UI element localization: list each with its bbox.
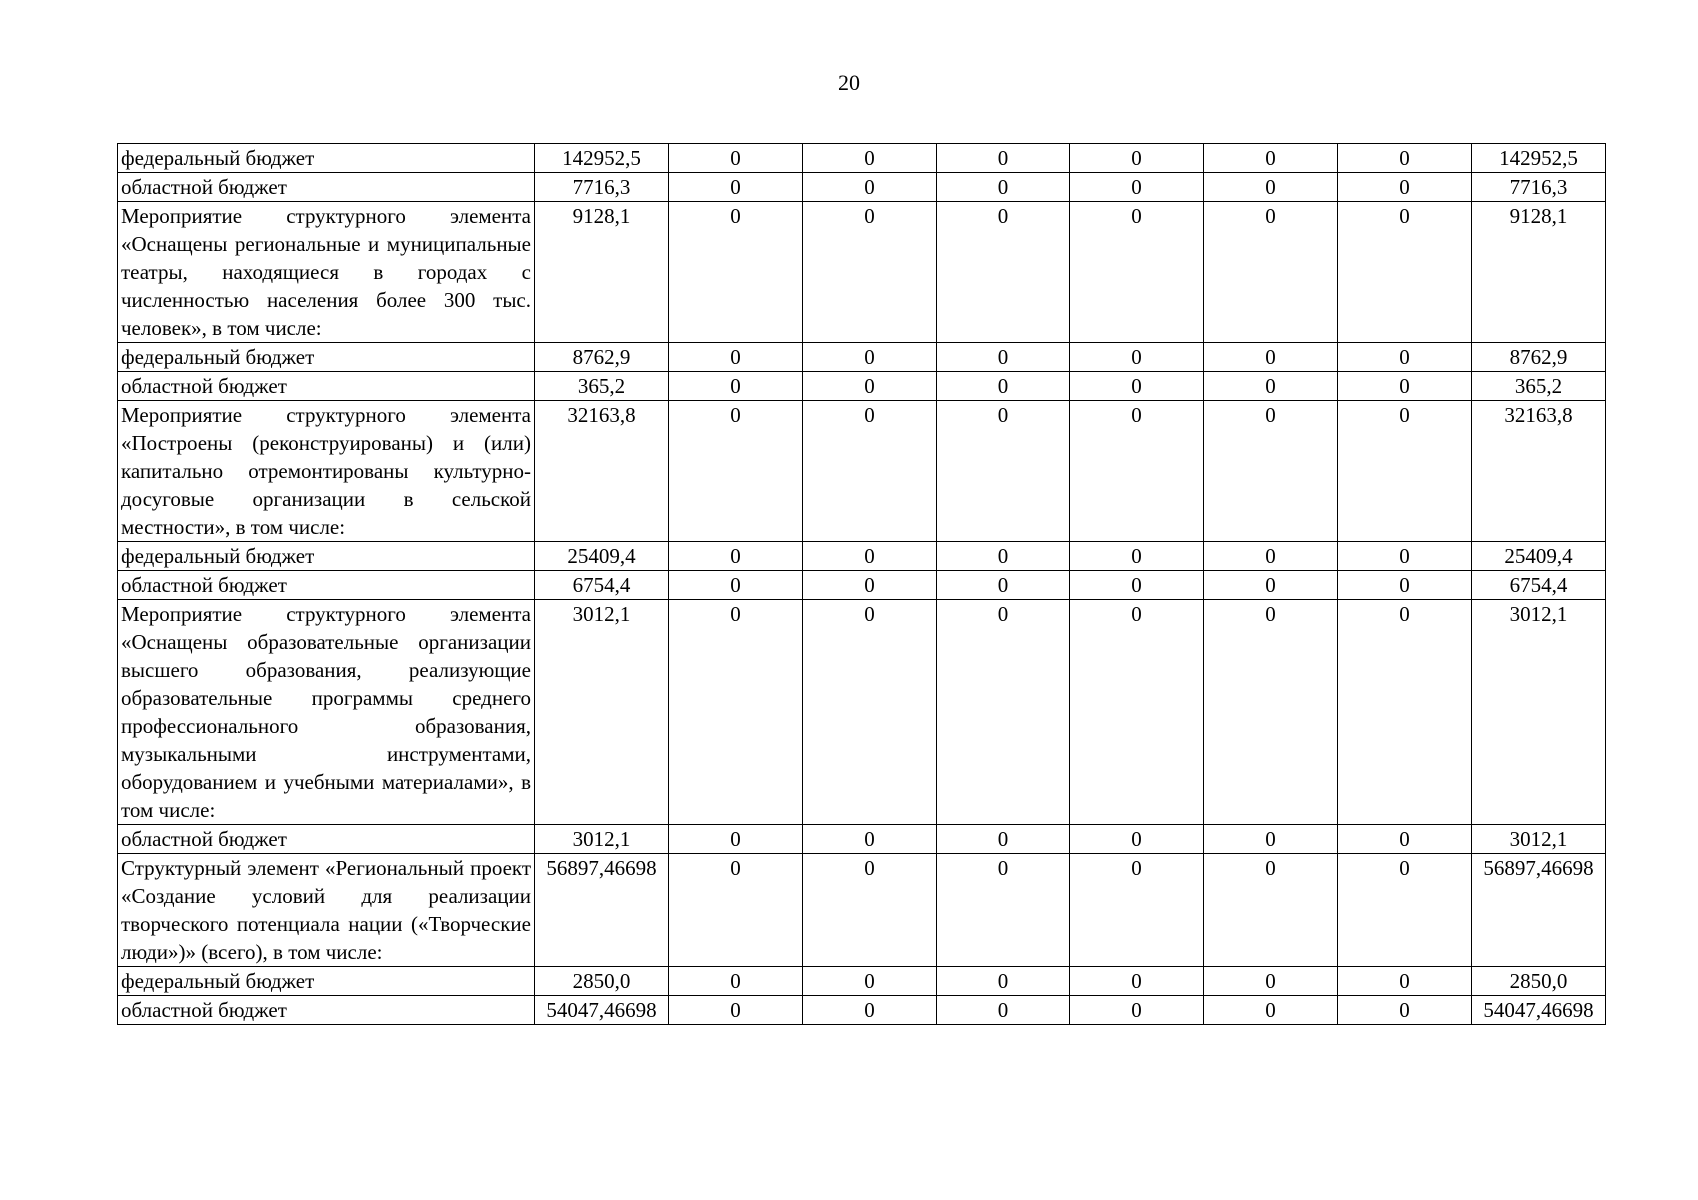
value-cell: 0: [1204, 854, 1338, 967]
value-cell: 0: [669, 542, 803, 571]
value-cell: 0: [1204, 401, 1338, 542]
value-cell: 0: [1204, 967, 1338, 996]
value-cell: 0: [669, 144, 803, 173]
value-cell: 0: [1204, 372, 1338, 401]
value-cell: 0: [669, 571, 803, 600]
value-cell: 9128,1: [1472, 202, 1606, 343]
value-cell: 0: [937, 600, 1070, 825]
value-cell: 3012,1: [1472, 600, 1606, 825]
value-cell: 0: [1070, 144, 1204, 173]
value-cell: 7716,3: [1472, 173, 1606, 202]
table-row: [118, 173, 1606, 202]
row-label: федеральный бюджет: [118, 542, 535, 571]
value-cell: 0: [1338, 343, 1472, 372]
value-cell: 0: [937, 571, 1070, 600]
row-label: областной бюджет: [118, 372, 535, 401]
value-cell: 32163,8: [1472, 401, 1606, 542]
value-cell: 0: [669, 600, 803, 825]
table-row: [118, 202, 1606, 343]
value-cell: 0: [1338, 854, 1472, 967]
value-cell: 0: [937, 967, 1070, 996]
value-cell: 7716,3: [535, 173, 669, 202]
value-cell: 0: [803, 542, 937, 571]
value-cell: 0: [1338, 372, 1472, 401]
table-row: [118, 825, 1606, 854]
row-label: федеральный бюджет: [118, 967, 535, 996]
table-row: [118, 343, 1606, 372]
value-cell: 2850,0: [535, 967, 669, 996]
row-label: Мероприятие структурного элемента «Оснащены региональные и муниципальные театры, находящиеся в городах с численностью населения более 300 тыс. человек», в том числе:: [118, 202, 535, 343]
value-cell: 0: [1204, 144, 1338, 173]
value-cell: 0: [803, 343, 937, 372]
table-row: [118, 967, 1606, 996]
value-cell: 0: [1070, 401, 1204, 542]
value-cell: 0: [1070, 825, 1204, 854]
value-cell: 0: [669, 401, 803, 542]
value-cell: 8762,9: [1472, 343, 1606, 372]
value-cell: 0: [1070, 571, 1204, 600]
value-cell: 0: [1204, 202, 1338, 343]
value-cell: 0: [1338, 401, 1472, 542]
value-cell: 8762,9: [535, 343, 669, 372]
value-cell: 0: [1338, 542, 1472, 571]
value-cell: 0: [937, 372, 1070, 401]
value-cell: 0: [1338, 996, 1472, 1025]
value-cell: 0: [669, 202, 803, 343]
value-cell: 6754,4: [1472, 571, 1606, 600]
value-cell: 0: [803, 854, 937, 967]
value-cell: 0: [1338, 571, 1472, 600]
value-cell: 0: [937, 825, 1070, 854]
table-row: [118, 401, 1606, 542]
value-cell: 0: [803, 372, 937, 401]
value-cell: 0: [1338, 600, 1472, 825]
table-row: [118, 571, 1606, 600]
value-cell: 25409,4: [535, 542, 669, 571]
row-label: Структурный элемент «Региональный проект «Создание условий для реализации творческого потенциала нации («Творческие люди»)» (всего), в том числе:: [118, 854, 535, 967]
value-cell: 9128,1: [535, 202, 669, 343]
value-cell: 54047,46698: [535, 996, 669, 1025]
value-cell: 0: [1204, 571, 1338, 600]
value-cell: 0: [1070, 343, 1204, 372]
value-cell: 0: [1204, 542, 1338, 571]
value-cell: 0: [937, 996, 1070, 1025]
value-cell: 0: [937, 401, 1070, 542]
value-cell: 142952,5: [1472, 144, 1606, 173]
value-cell: 0: [1204, 825, 1338, 854]
row-label: областной бюджет: [118, 173, 535, 202]
value-cell: 56897,46698: [535, 854, 669, 967]
value-cell: 0: [803, 144, 937, 173]
row-label: Мероприятие структурного элемента «Построены (реконструированы) и (или) капитально отремонтированы культурно-досуговые организации в сельской местности», в том числе:: [118, 401, 535, 542]
value-cell: 0: [937, 202, 1070, 343]
row-label: федеральный бюджет: [118, 144, 535, 173]
value-cell: 0: [669, 967, 803, 996]
value-cell: 0: [803, 967, 937, 996]
row-label: Мероприятие структурного элемента «Оснащены образовательные организации высшего образования, реализующие образовательные программы среднего профессионального образования, музыкальными инструментами, оборудованием и учебными материалами», в том числе:: [118, 600, 535, 825]
value-cell: 0: [803, 571, 937, 600]
value-cell: 0: [803, 173, 937, 202]
row-label: областной бюджет: [118, 825, 535, 854]
value-cell: 0: [937, 854, 1070, 967]
value-cell: 54047,46698: [1472, 996, 1606, 1025]
value-cell: 0: [1070, 372, 1204, 401]
value-cell: 0: [1204, 173, 1338, 202]
table-row: [118, 542, 1606, 571]
value-cell: 0: [1070, 173, 1204, 202]
value-cell: 3012,1: [535, 600, 669, 825]
value-cell: 0: [803, 996, 937, 1025]
budget-table: [117, 143, 1606, 1025]
value-cell: 0: [669, 343, 803, 372]
value-cell: 6754,4: [535, 571, 669, 600]
table-row: [118, 600, 1606, 825]
value-cell: 365,2: [535, 372, 669, 401]
value-cell: 25409,4: [1472, 542, 1606, 571]
value-cell: 32163,8: [535, 401, 669, 542]
table-row: [118, 996, 1606, 1025]
row-label: областной бюджет: [118, 996, 535, 1025]
value-cell: 0: [1070, 854, 1204, 967]
value-cell: 0: [1338, 825, 1472, 854]
value-cell: 0: [803, 401, 937, 542]
value-cell: 0: [1070, 996, 1204, 1025]
value-cell: 0: [937, 144, 1070, 173]
value-cell: 0: [937, 542, 1070, 571]
table-row: [118, 372, 1606, 401]
value-cell: 0: [937, 343, 1070, 372]
row-label: федеральный бюджет: [118, 343, 535, 372]
value-cell: 0: [1070, 600, 1204, 825]
table-row: [118, 854, 1606, 967]
value-cell: 3012,1: [1472, 825, 1606, 854]
row-label: областной бюджет: [118, 571, 535, 600]
value-cell: 0: [669, 996, 803, 1025]
value-cell: 0: [803, 202, 937, 343]
value-cell: 3012,1: [535, 825, 669, 854]
value-cell: 142952,5: [535, 144, 669, 173]
value-cell: 0: [669, 854, 803, 967]
value-cell: 56897,46698: [1472, 854, 1606, 967]
value-cell: 2850,0: [1472, 967, 1606, 996]
value-cell: 0: [669, 825, 803, 854]
value-cell: 0: [803, 600, 937, 825]
value-cell: 0: [1070, 202, 1204, 343]
table-row: [118, 144, 1606, 173]
value-cell: 0: [937, 173, 1070, 202]
value-cell: 0: [803, 825, 937, 854]
value-cell: 0: [669, 372, 803, 401]
value-cell: 365,2: [1472, 372, 1606, 401]
value-cell: 0: [1338, 173, 1472, 202]
value-cell: 0: [1070, 542, 1204, 571]
value-cell: 0: [1338, 202, 1472, 343]
value-cell: 0: [1338, 967, 1472, 996]
value-cell: 0: [1204, 996, 1338, 1025]
value-cell: 0: [1204, 343, 1338, 372]
value-cell: 0: [1204, 600, 1338, 825]
value-cell: 0: [669, 173, 803, 202]
value-cell: 0: [1070, 967, 1204, 996]
value-cell: 0: [1338, 144, 1472, 173]
page-number: 20: [838, 70, 860, 95]
